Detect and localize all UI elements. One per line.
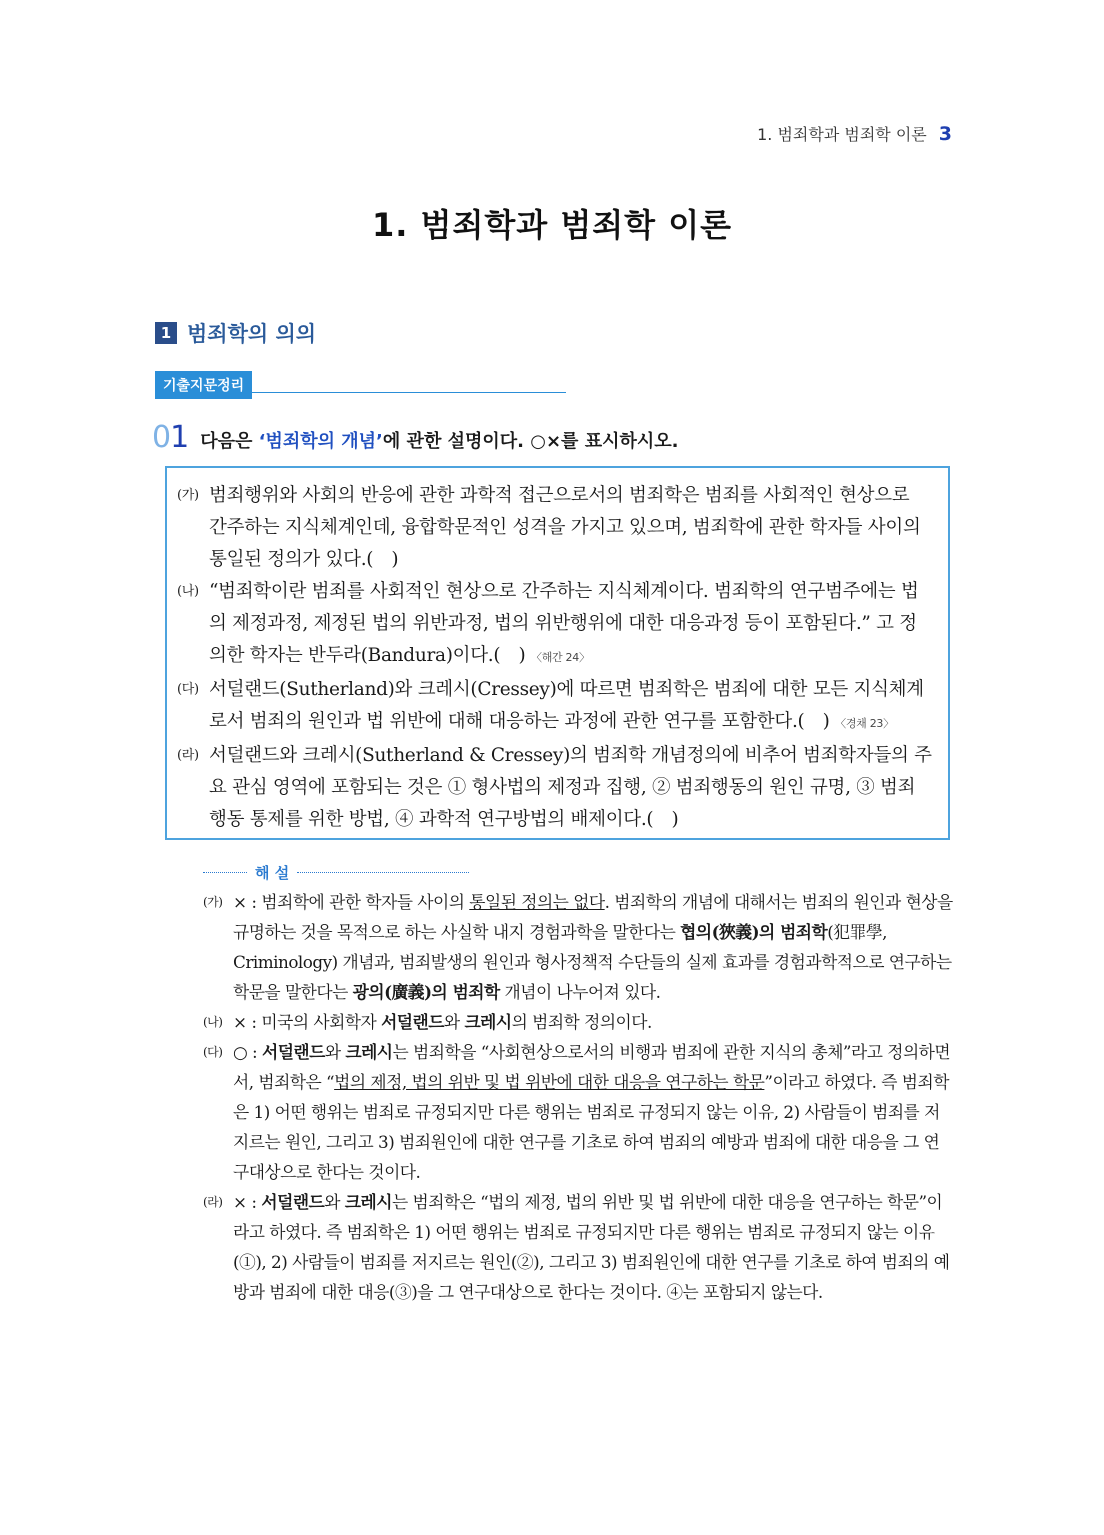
- explanation-marker: (가): [203, 895, 223, 909]
- running-head: [757, 122, 952, 145]
- explanation-text: 서덜랜드: [261, 1042, 325, 1062]
- question-number-suffix: 1: [170, 420, 189, 455]
- explanation-heading-text: 해 설: [255, 864, 290, 882]
- question-pre: 다음은: [200, 431, 259, 452]
- running-head-title: 1. 범죄학과 범죄학 이론: [757, 125, 927, 144]
- explanation-text: ”이라고 하였다. 즉 범죄학은 1) 어떤 행위는 범죄로 규정되지만 다른 행위는 범죄로 규정되지 않는 이유, 2) 사람들이 범죄를 저지르는 원인, 그리고 3) 범죄원인에 대한 연구를 기초로 하여 범죄의 예방과 범죄에 대한 대응을 그 연구대상으로 한다는 것이다.: [233, 1072, 949, 1182]
- statement-item: [177, 740, 932, 836]
- section-heading: [155, 318, 316, 348]
- explanation-list: [203, 887, 953, 1307]
- question-number: [152, 420, 188, 455]
- question: [152, 420, 678, 455]
- explanation-item: [203, 887, 953, 1007]
- item-text: 서덜랜드(Sutherland)와 크레시(Cressey)에 따르면 범죄학은 범죄에 대한 모든 지식체계로서 범죄의 원인과 법 위반에 대해 대응하는 과정에 관한 연구를 포함한다.( ): [209, 679, 924, 732]
- item-marker: (라): [177, 748, 199, 763]
- explanation-text: 와: [443, 1012, 465, 1032]
- tag-label: 기출지문정리: [155, 371, 252, 399]
- explanation-text: 서덜랜드: [261, 1192, 325, 1212]
- explanation-text: 와: [324, 1042, 346, 1062]
- section-title: 범죄학의 의의: [187, 322, 317, 346]
- explanation-text: 협의(狹義)의 범죄학: [680, 922, 828, 942]
- item-marker: (나): [177, 584, 199, 599]
- explanation-text: 통일된 정의는 없다: [469, 892, 605, 912]
- item-source: 〈해간 24〉: [531, 651, 590, 664]
- tag-row: [155, 371, 566, 399]
- explanation-answer: × :: [233, 892, 257, 912]
- item-text: 범죄행위와 사회의 반응에 관한 과학적 접근으로서의 범죄학은 범죄를 사회적인 현상으로 간주하는 지식체계인데, 융합학문적인 성격을 가지고 있으며, 범죄학에 관한 학자들 사이의 통일된 정의가 있다.( ): [209, 485, 921, 570]
- explanation-text: 광의(廣義)의 범죄학: [352, 982, 500, 1002]
- explanation-text: 크레시: [344, 1192, 392, 1212]
- item-text: “범죄학이란 범죄를 사회적인 현상으로 간주하는 지식체계이다. 범죄학의 연구범주에는 법의 제정과정, 제정된 법의 위반과정, 법의 위반행위에 대한 대응과정 등이 포함된다.” 고 정의한 학자는 반두라(Bandura)이다.( ): [209, 581, 919, 666]
- explanation-text: 미국의 사회학자: [261, 1012, 382, 1032]
- explanation-item: [203, 1187, 953, 1307]
- explanation-answer: × :: [233, 1192, 257, 1212]
- explanation-answer: × :: [233, 1012, 257, 1032]
- page-number: 3: [938, 123, 952, 145]
- explanation-text: 법의 제정, 법의 위반 및 법 위반에 대한 대응을 연구하는 학문: [334, 1072, 765, 1092]
- statement-box: [165, 466, 950, 840]
- tag-divider: [252, 392, 566, 393]
- section-number: 1: [155, 322, 177, 344]
- item-source: 〈경채 23〉: [835, 717, 894, 730]
- explanation-text: (犯罪學, Criminology) 개념과, 범죄발생의 원인과 형사정책적 수단들의 실제 효과를 경험과학적으로 연구하는 학문을 말한다는: [233, 922, 952, 1002]
- explanation-text: 의 범죄학 정의이다.: [511, 1012, 652, 1032]
- item-marker: (다): [177, 682, 199, 697]
- item-marker: (가): [177, 488, 199, 503]
- explanation-text: 개념이 나누어져 있다.: [499, 982, 661, 1002]
- explanation-text: 크레시: [464, 1012, 512, 1032]
- question-post: 에 관한 설명이다. ○×를 표시하시오.: [382, 431, 679, 452]
- explanation-answer: ○ :: [233, 1042, 258, 1062]
- question-text: [200, 427, 678, 453]
- statement-item: [177, 674, 932, 740]
- explanation-text: . 범죄학의 개념에 대해서는 범죄의 원인과 현상을 규명하는 것을 목적으로 하는 사실학 내지 경험과학을 말한다는: [233, 892, 953, 942]
- explanation-heading: [203, 862, 469, 883]
- item-text: 서덜랜드와 크레시(Sutherland & Cressey)의 범죄학 개념정의에 비추어 범죄학자들의 주요 관심 영역에 포함되는 것은 ① 형사법의 제정과 집행, ② 범죄행동의 원인 규명, ③ 범죄행동 통제를 위한 방법, ④ 과학적 연구방법의 배제이다.( ): [209, 745, 932, 830]
- explanation-text: 는 범죄학은 “법의 제정, 법의 위반 및 법 위반에 대한 대응을 연구하는 학문”이라고 하였다. 즉 범죄학은 1) 어떤 행위는 범죄로 규정되지만 다른 행위는 범죄로 규정되지 않는 이유(①), 2) 사람들이 범죄를 저지르는 원인(②), 그리고 3) 범죄원인에 대한 연구를 기초로 하여 범죄의 예방과 범죄에 대한 대응(③)을 그 연구대상으로 한다는 것이다. ④는 포함되지 않는다.: [233, 1192, 950, 1302]
- chapter-title: 1. 범죄학과 범죄학 이론: [371, 206, 733, 244]
- statement-item: [177, 480, 932, 576]
- question-highlight: ‘범죄학의 개념’: [258, 431, 383, 452]
- explanation-marker: (라): [203, 1195, 223, 1209]
- question-number-prefix: 0: [152, 420, 171, 455]
- explanation-text: 서덜랜드: [381, 1012, 444, 1032]
- explanation-text: 는 범죄학을 “사회현상으로서의 비행과 범죄에 관한 지식의 총체”라고 정의하면서, 범죄학은 “: [233, 1042, 951, 1092]
- heading-rule-right: [297, 872, 469, 873]
- explanation-text: 범죄학에 관한 학자들 사이의: [261, 892, 470, 912]
- heading-rule-left: [203, 872, 247, 873]
- explanation-text: 와: [324, 1192, 345, 1212]
- statement-item: [177, 576, 932, 674]
- explanation-item: [203, 1007, 953, 1037]
- explanation-item: [203, 1037, 953, 1187]
- explanation-marker: (다): [203, 1045, 223, 1059]
- explanation-marker: (나): [203, 1015, 223, 1029]
- explanation-text: 크레시: [345, 1042, 393, 1062]
